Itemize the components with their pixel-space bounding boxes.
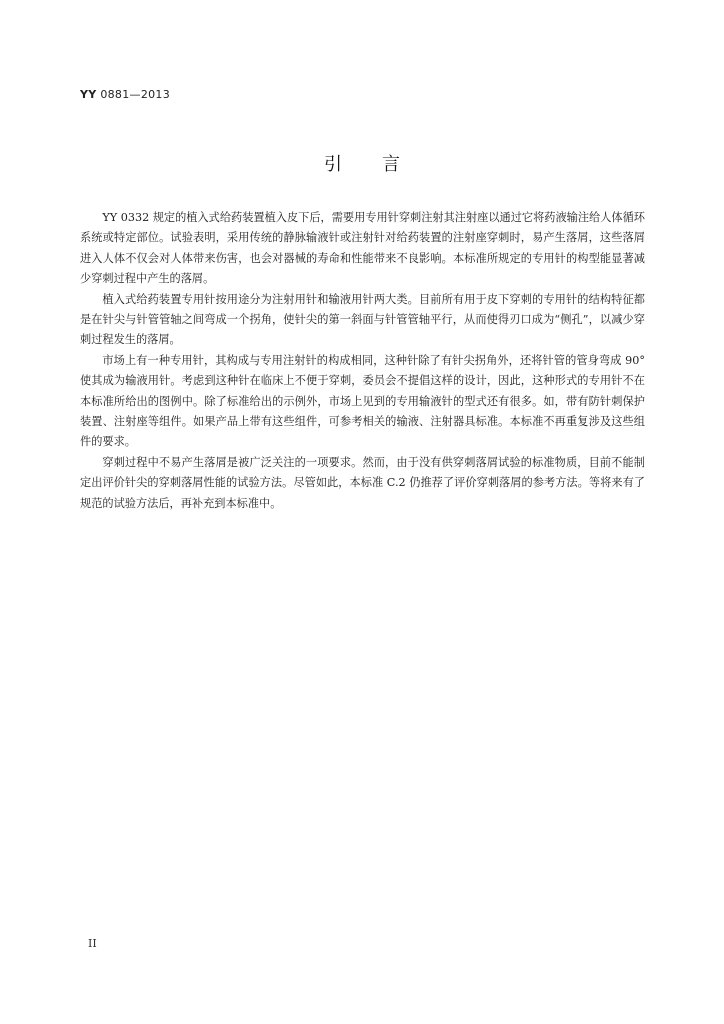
standard-number: 0881—2013 bbox=[100, 88, 171, 101]
paragraph-2: 植入式给药装置专用针按用途分为注射用针和输液用针两大类。目前所有用于皮下穿刺的专用针的结构特征都是在针尖与针管管轴之间弯成一个拐角，使针尖的第一斜面与针管管轴平行，从而使得刃口成为“侧孔”，以减少穿刺过程发生的落屑。 bbox=[80, 292, 645, 347]
page-number: II bbox=[88, 937, 97, 950]
paragraph-3: 市场上有一种专用针，其构成与专用注射针的构成相同，这种针除了有针尖拐角外，还将针管的管身弯成 90°使其成为输液用针。考虑到这种针在临床上不便于穿刺，委员会不提倡这样的设计，因此，这种形式的专用针不在本标准所给出的图例中。除了标准给出的示例外，市场上见到的专用输液针的型式还有很多。如，带有防针刺保护装置、注射座等组件。如果产品上带有这些组件，可参考相关的输液、注射器具标准。本标准不再重复涉及这些组件的要求。 bbox=[80, 353, 645, 449]
body-text bbox=[80, 208, 645, 514]
paragraph-1: YY 0332 规定的植入式给药装置植入皮下后，需要用专用针穿刺注射其注射座以通过它将药液输注给人体循环系统或特定部位。试验表明，采用传统的静脉输液针或注射针对给药装置的注射座穿刺时，易产生落屑，这些落屑进入人体不仅会对人体带来伤害，也会对器械的寿命和性能带来不良影响。本标准所规定的专用针的构型能显著减少穿刺过程中产生的落屑。 bbox=[80, 211, 645, 286]
standard-prefix: YY bbox=[80, 88, 97, 101]
section-title: 引言 bbox=[324, 154, 440, 175]
paragraph-4: 穿刺过程中不易产生落屑是被广泛关注的一项要求。然而，由于没有供穿刺落屑试验的标准物质，目前不能制定出评价针尖的穿刺落屑性能的试验方法。尽管如此，本标准 C.2 仍推荐了评价穿刺落屑的参考方法。等将来有了规范的试验方法后，再补充到本标准中。 bbox=[80, 455, 645, 510]
standard-code bbox=[80, 88, 170, 101]
